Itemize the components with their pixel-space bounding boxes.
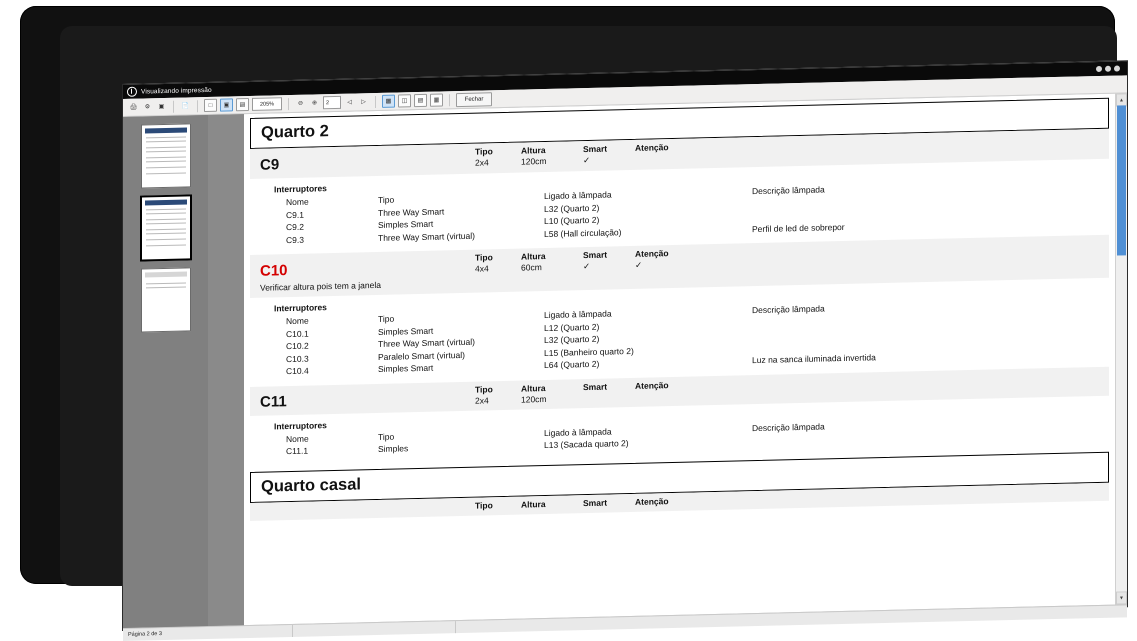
zoom-in-icon[interactable]: ⊕ — [311, 100, 318, 107]
preview-workspace — [123, 93, 1127, 628]
col-head-smart: Smart — [583, 497, 608, 508]
sw-nome: C10.1 — [286, 328, 309, 339]
window-title: Visualizando impressão — [141, 86, 212, 96]
thumbnail-page-2[interactable] — [140, 194, 192, 261]
section-title: Quarto casal — [250, 451, 1109, 502]
page-number-input[interactable]: 2 — [323, 96, 341, 109]
sw-tipo: Simples Smart — [378, 325, 434, 337]
toolbar-separator-3 — [288, 98, 289, 110]
sw-head-nome: Nome — [286, 433, 309, 444]
sw-head-tipo: Tipo — [378, 313, 395, 324]
circuit-smart-check — [583, 391, 635, 402]
col-head-tipo: Tipo — [475, 252, 493, 263]
sw-head-ligado: Ligado à lâmpada — [544, 189, 612, 202]
next-page-icon[interactable]: ▷ — [361, 99, 366, 106]
col-head-smart: Smart — [583, 143, 608, 155]
sw-nome: C9.1 — [286, 209, 304, 220]
col-head-atencao: Atenção — [635, 248, 669, 259]
circuit-name: C10 — [260, 262, 288, 280]
status-pane-2 — [455, 621, 468, 633]
sw-nome: C9.2 — [286, 221, 304, 233]
sw-head-ligado: Ligado à lâmpada — [544, 425, 612, 438]
circuit-atencao-check — [635, 152, 695, 164]
circuit-atencao-check: ✓ — [635, 259, 643, 270]
screen — [60, 26, 1124, 638]
thumbnail-page-1[interactable] — [141, 123, 191, 188]
sw-tipo: Paralelo Smart (virtual) — [378, 349, 465, 362]
print-preview-window — [122, 60, 1128, 638]
layout-1-icon[interactable]: ▩ — [382, 95, 395, 108]
sw-tipo: Three Way Smart (virtual) — [378, 230, 475, 243]
section-title: Quarto 2 — [250, 98, 1109, 149]
page-setup-icon[interactable]: ⚙ — [144, 104, 151, 111]
sw-nome: C10.4 — [286, 365, 309, 377]
status-pane-1 — [292, 625, 305, 637]
circuit-tipo: 2x4 — [475, 394, 489, 406]
two-page-icon[interactable]: ▣ — [220, 98, 233, 111]
col-head-atencao: Atenção — [635, 379, 669, 391]
col-head-altura: Altura — [521, 251, 546, 262]
page-canvas — [244, 94, 1115, 626]
status-page-text: Página 2 de 3 — [128, 631, 162, 638]
layout-2-icon[interactable]: ◫ — [398, 94, 411, 107]
toolbar-separator-4 — [375, 96, 376, 108]
sw-head-descricao: Descrição lâmpada — [752, 420, 825, 433]
maximize-button[interactable] — [1105, 66, 1111, 72]
copy-icon[interactable]: 📄 — [181, 103, 190, 110]
sw-descricao: Luz na sanca iluminada invertida — [752, 352, 876, 366]
window-controls — [1096, 65, 1123, 72]
circuit-altura: 120cm — [521, 155, 547, 167]
margins-icon[interactable]: ▣ — [158, 104, 165, 111]
screen-bezel — [20, 6, 1124, 638]
sw-tipo: Simples — [378, 443, 409, 454]
sw-ligado: L32 (Quarto 2) — [544, 333, 600, 346]
toolbar-separator-2 — [197, 100, 198, 112]
print-icon[interactable]: 🖨 — [129, 104, 138, 111]
thumbnail-pane[interactable] — [123, 115, 208, 628]
sw-nome: C10.2 — [286, 340, 309, 352]
sw-head-nome: Nome — [286, 196, 309, 208]
sw-ligado: L58 (Hall circulação) — [544, 226, 622, 239]
col-head-tipo: Tipo — [475, 383, 493, 395]
circuit-tipo: 4x4 — [475, 263, 489, 274]
sw-tipo: Simples Smart — [378, 218, 434, 230]
col-head-smart: Smart — [583, 381, 608, 392]
circuit-smart-check: ✓ — [583, 260, 591, 272]
col-head-smart: Smart — [583, 249, 608, 261]
scroll-down-icon[interactable]: ▼ — [1116, 591, 1127, 604]
sw-ligado: L64 (Quarto 2) — [544, 358, 600, 371]
prev-page-icon[interactable]: ◁ — [347, 99, 352, 106]
sw-nome: C11.1 — [286, 445, 309, 457]
sw-ligado: L13 (Sacada quarto 2) — [544, 438, 629, 451]
col-head-atencao: Atenção — [635, 495, 669, 507]
sw-nome: C10.3 — [286, 353, 309, 364]
col-head-altura: Altura — [521, 498, 546, 510]
sw-tipo: Three Way Smart (virtual) — [378, 336, 475, 349]
switch-table-title: Interruptores — [274, 419, 327, 431]
vertical-scrollbar[interactable] — [1115, 93, 1127, 604]
switch-table-title: Interruptores — [274, 302, 327, 314]
zoom-out-icon[interactable]: ⊖ — [297, 100, 304, 107]
minimize-button[interactable] — [1096, 66, 1102, 72]
sw-head-ligado: Ligado à lâmpada — [544, 308, 612, 321]
col-head-tipo: Tipo — [475, 146, 493, 157]
thumbnail-page-3[interactable] — [141, 267, 191, 332]
sw-head-descricao: Descrição lâmpada — [752, 303, 825, 316]
sw-ligado: L32 (Quarto 2) — [544, 202, 600, 214]
scrollbar-thumb[interactable] — [1117, 105, 1126, 255]
close-button[interactable] — [1114, 65, 1120, 71]
circuit-name — [260, 510, 475, 515]
info-icon — [127, 87, 137, 97]
sw-nome: C9.3 — [286, 234, 304, 245]
col-head-tipo: Tipo — [475, 499, 493, 511]
circuit-note: Verificar altura pois tem a janela — [260, 279, 381, 293]
close-preview-button[interactable]: Fechar — [456, 92, 492, 107]
fit-width-icon[interactable]: ▤ — [236, 98, 249, 111]
sw-head-tipo: Tipo — [378, 431, 395, 442]
sw-ligado: L12 (Quarto 2) — [544, 321, 600, 333]
toolbar-separator-1 — [173, 100, 174, 112]
layout-4-icon[interactable]: ▦ — [430, 93, 443, 106]
circuit-tipo: 2x4 — [475, 157, 489, 168]
sw-descricao: Perfil de led de sobrepor — [752, 221, 845, 234]
circuit-altura: 60cm — [521, 262, 542, 273]
toolbar-separator-5 — [449, 94, 450, 106]
circuit-name: C9 — [260, 156, 280, 174]
sw-ligado: L15 (Banheiro quarto 2) — [544, 345, 634, 358]
sw-tipo: Simples Smart — [378, 362, 434, 374]
scroll-up-icon[interactable]: ▲ — [1116, 93, 1127, 106]
circuit-name: C11 — [260, 392, 287, 411]
sw-head-descricao: Descrição lâmpada — [752, 184, 825, 197]
sw-head-tipo: Tipo — [378, 194, 395, 205]
zoom-level-input[interactable]: 205% — [252, 97, 282, 111]
col-head-altura: Altura — [521, 382, 546, 394]
col-head-atencao: Atenção — [635, 142, 669, 153]
switch-table-title: Interruptores — [274, 183, 327, 195]
one-page-icon[interactable]: □ — [204, 99, 217, 112]
layout-3-icon[interactable]: ▤ — [414, 94, 427, 107]
circuit-altura: 120cm — [521, 393, 547, 405]
circuit-smart-check: ✓ — [583, 154, 591, 166]
page-gutter-left — [208, 114, 244, 626]
col-head-altura: Altura — [521, 145, 546, 156]
document-page — [244, 94, 1115, 626]
sw-tipo: Three Way Smart — [378, 205, 445, 218]
circuit-atencao-check — [635, 390, 695, 401]
sw-ligado: L10 (Quarto 2) — [544, 214, 600, 227]
sw-head-nome: Nome — [286, 315, 309, 327]
